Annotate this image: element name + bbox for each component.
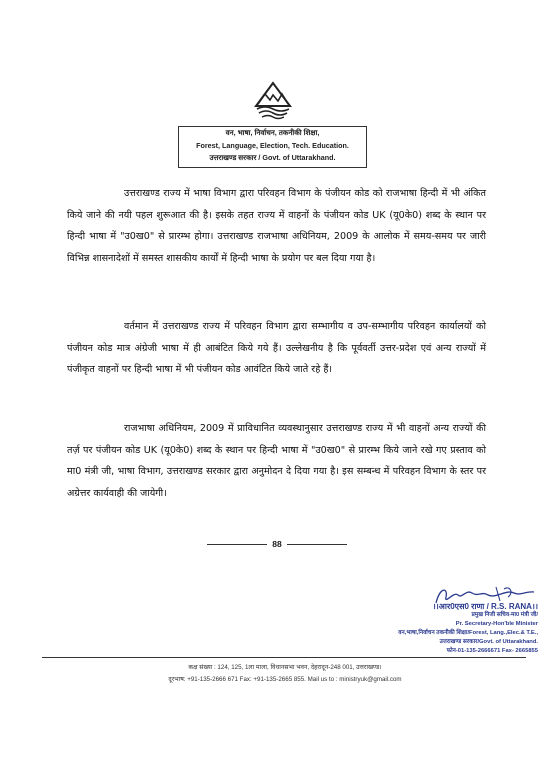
separator-line-right [287, 544, 347, 545]
footer-address: कक्ष संख्या : 124, 125, 1ला माला, विधानसभा भवन, देहरादून-248 001, उत्तराखण्ड। [188, 664, 382, 671]
office-header-box [178, 126, 367, 168]
header-line-1: वन, भाषा, निर्वाचन, तकनीकी शिक्षा, [225, 128, 320, 137]
body-paragraph-1 [67, 183, 486, 269]
signatory-title-hindi: प्रमुख निजी सचिव-मा0 मंत्री जी/ [471, 612, 538, 618]
header-line-2: Forest, Language, Election, Tech. Education. [196, 140, 349, 150]
signatory-name: ।।आर0एस0 राणा / R.S. RANA।। [432, 602, 538, 611]
body-paragraph-3 [67, 418, 486, 504]
body-paragraph-2 [67, 316, 486, 381]
paragraph-text: उत्तराखण्ड राज्य में भाषा विभाग द्वारा परिवहन विभाग के पंजीयन कोड को राजभाषा हिन्दी में भी अंकित किये जाने की नयी पहल शुरूआत की है। इसके तहत राज्य में वाहनों के पंजीयन कोड UK (यू0के0) शब्द के स्थान पर हिन्दी भाषा में "उ0ख0" से प्रारम्भ होगा। उत्तराखण्ड राजभाषा अधिनियम, 2009 के आलोक में समय-समय पर जारी विभिन्न शासनादेशों में समस्त शासकीय कार्यों में हिन्दी भाषा के प्रयोग पर बल दिया गया है। [67, 188, 486, 264]
signature-block [378, 602, 538, 656]
separator-line-left [207, 544, 267, 545]
page-number: 88 [272, 539, 282, 549]
page-number-separator [207, 538, 347, 550]
signatory-department: वन,भाषा,निर्वाचन तकनीकी शिक्षा/Forest, Lang.,Elec.& T.E., [398, 630, 538, 636]
signatory-phone: फोन-01-135-2666671 Fax- 2665855 [446, 648, 538, 654]
footer [130, 662, 440, 686]
uttarakhand-emblem-icon [252, 80, 294, 122]
signatory-title-english: Pr. Secretary-Hon'ble Minister [455, 621, 538, 627]
paragraph-text: राजभाषा अधिनियम, 2009 में प्राविधानित व्यवस्थानुसार उत्तराखण्ड राज्य में भी वाहनों अन्य राज्यों की तर्ज़ पर पंजीयन कोड UK (यू0के0) शब्द के स्थान पर हिन्दी भाषा में "उ0ख0" से प्रारम्भ किये जाने रखे गए प्रस्ताव को मा0 मंत्री जी, भाषा विभाग, उत्तराखण्ड सरकार द्वारा अनुमोदन दे दिया गया है। इस सम्बन्ध में परिवहन विभाग के स्तर पर अग्रेत्तर कार्यवाही की जायेगी। [67, 423, 486, 499]
paragraph-text: वर्तमान में उत्तराखण्ड राज्य में परिवहन विभाग द्वारा सम्भागीय व उप-सम्भागीय परिवहन कार्यालयों को पंजीयन कोड मात्र अंग्रेजी भाषा में ही आबंटित किये गये हैं। उल्लेखनीय है कि पूर्ववर्ती उत्तर-प्रदेश एवं अन्य राज्यों में पंजीकृत वाहनों पर हिन्दी भाषा में भी पंजीयन कोड आवंटित किये जाते रहे हैं। [67, 321, 486, 375]
footer-contact: दूरभाष: +91-135-2666 671 Fax: +91-135-2665 855. Mail us to : ministryuk@gmail.com [168, 676, 402, 683]
signatory-government: उत्तराखण्ड सरकार/Govt. of Uttarakhand. [439, 639, 538, 645]
footer-divider [42, 657, 526, 658]
header-line-3: उत्तराखण्ड सरकार / Govt. of Uttarakhand. [209, 153, 336, 162]
